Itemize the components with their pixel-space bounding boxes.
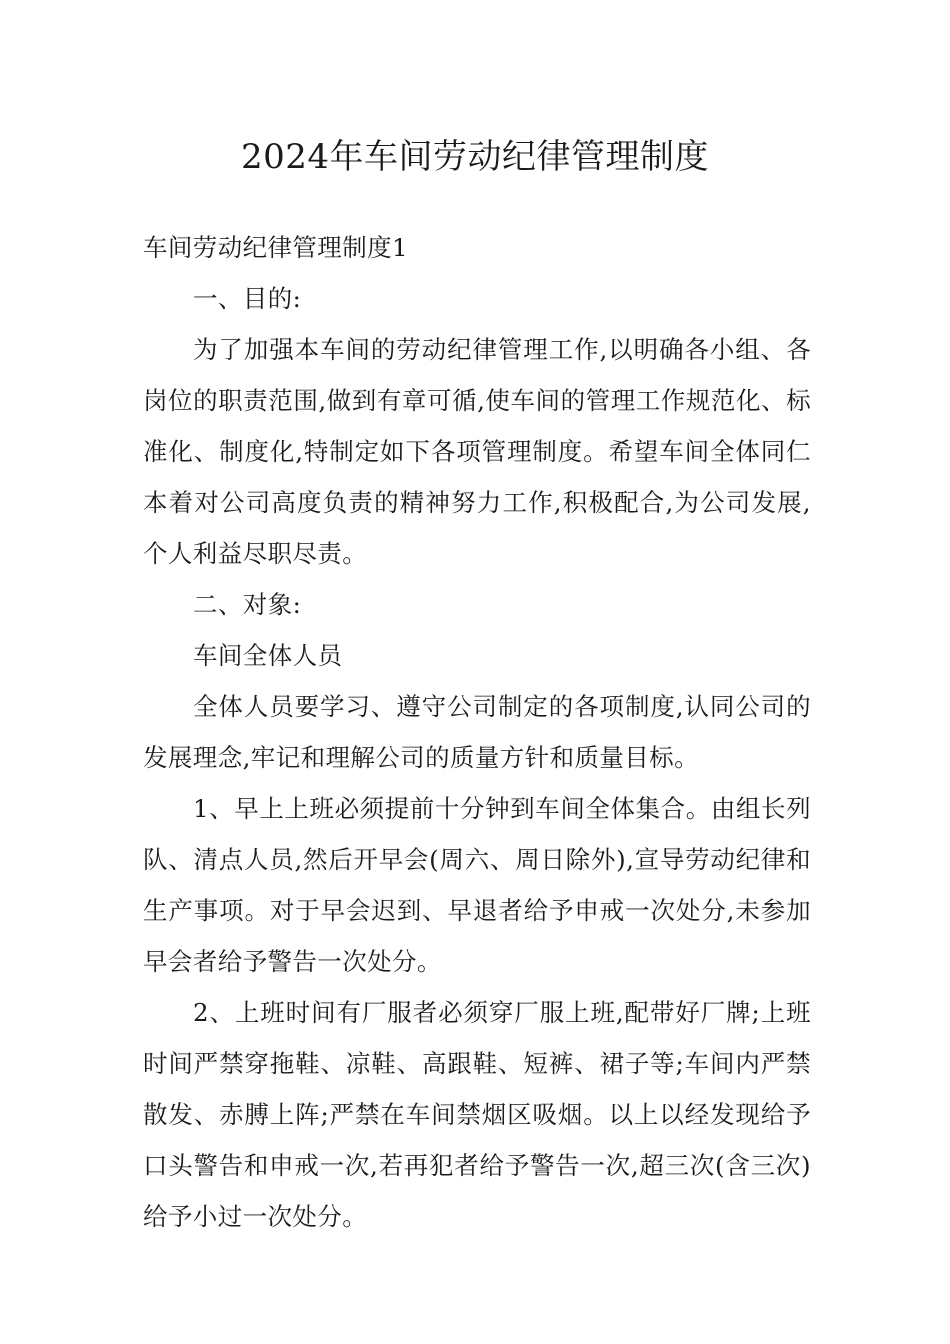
paragraph-rule-2: 2、上班时间有厂服者必须穿厂服上班,配带好厂牌;上班时间严禁穿拖鞋、凉鞋、高跟鞋、短裤、裙子等;车间内严禁散发、赤膊上阵;严禁在车间禁烟区吸烟。以上以经发现给予口头警告和申戒一次,若再犯者给予警告一次,超三次(含三次)给予小过一次处分。 [143, 998, 811, 1231]
paragraph-target: 车间全体人员 [193, 641, 343, 670]
paragraph-rule-1: 1、早上上班必须提前十分钟到车间全体集合。由组长列队、清点人员,然后开早会(周六、周日除外),宣导劳动纪律和生产事项。对于早会迟到、早退者给予申戒一次处分,未参加早会者给予警告一次处分。 [143, 794, 811, 976]
document-body [143, 222, 811, 1242]
section-title: 车间劳动纪律管理制度1 [143, 233, 408, 262]
paragraph-general-rule: 全体人员要学习、遵守公司制定的各项制度,认同公司的发展理念,牢记和理解公司的质量方针和质量目标。 [143, 692, 811, 772]
document-title: 2024年车间劳动纪律管理制度 [240, 137, 710, 177]
paragraph-purpose: 为了加强本车间的劳动纪律管理工作,以明确各小组、各岗位的职责范围,做到有章可循,使车间的管理工作规范化、标准化、制度化,特制定如下各项管理制度。希望车间全体同仁本着对公司高度负责的精神努力工作,积极配合,为公司发展,个人利益尽职尽责。 [143, 335, 811, 568]
heading-target: 二、对象: [193, 590, 302, 619]
heading-purpose: 一、目的: [193, 284, 302, 313]
